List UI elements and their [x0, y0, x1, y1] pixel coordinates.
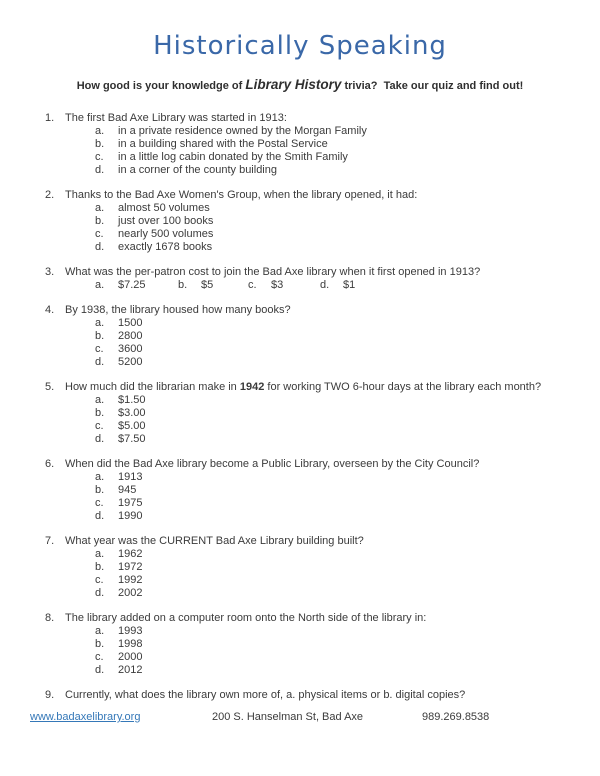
option-text: 5200: [118, 356, 143, 368]
option-letter: c.: [95, 651, 104, 663]
option-8a: [65, 625, 570, 638]
option-letter: b.: [95, 638, 105, 650]
option-letter: d.: [95, 664, 105, 676]
quiz-intro-part1: How good is your knowledge of: [76, 80, 246, 92]
option-letter: a.: [95, 471, 105, 483]
option-1a: [65, 125, 570, 138]
question-5: [30, 381, 570, 446]
question-number: 4.: [45, 304, 55, 316]
question-text: What was the per-patron cost to join the Bad Axe library when it first opened in 1913?: [65, 266, 481, 278]
option-2c: [65, 228, 570, 241]
quiz-intro-emphasis: Library History: [245, 77, 342, 92]
option-text: $7.50: [118, 433, 146, 445]
option-text: $3.00: [118, 407, 146, 419]
option-4d: [65, 356, 570, 369]
option-5d: [65, 433, 570, 446]
question-options: [65, 202, 570, 254]
option-letter: a.: [95, 279, 105, 291]
option-letter: a.: [95, 625, 105, 637]
option-text: 1992: [118, 574, 143, 586]
question-text: The library added on a computer room onto the North side of the library in:: [65, 612, 427, 624]
option-3b: [178, 279, 248, 292]
option-6d: [65, 510, 570, 523]
option-letter: c.: [95, 343, 104, 355]
option-text: 1990: [118, 510, 143, 522]
question-number: 2.: [45, 189, 55, 201]
option-text: 2002: [118, 587, 143, 599]
option-letter: a.: [95, 125, 105, 137]
option-text: 3600: [118, 343, 143, 355]
option-text: 1972: [118, 561, 143, 573]
question-options: [65, 625, 570, 677]
option-letter: d.: [95, 241, 105, 253]
option-letter: b.: [95, 138, 105, 150]
question-2: [30, 189, 570, 254]
option-letter: d.: [95, 164, 105, 176]
option-7a: [65, 548, 570, 561]
option-text: $3: [271, 279, 284, 291]
option-letter: c.: [95, 497, 104, 509]
question-8: [30, 612, 570, 677]
option-text: exactly 1678 books: [118, 241, 213, 253]
question-number: 8.: [45, 612, 55, 624]
option-letter: c.: [95, 228, 104, 240]
option-2a: [65, 202, 570, 215]
option-letter: c.: [95, 420, 104, 432]
option-letter: a.: [95, 394, 105, 406]
footer-phone: 989.269.8538: [422, 711, 490, 723]
option-letter: a.: [95, 548, 105, 560]
question-list: [30, 112, 570, 702]
option-letter: b.: [95, 215, 105, 227]
option-letter: b.: [178, 279, 188, 291]
option-4c: [65, 343, 570, 356]
option-6a: [65, 471, 570, 484]
option-2d: [65, 241, 570, 254]
question-options: [65, 317, 570, 369]
question-4: [30, 304, 570, 369]
option-text: 1500: [118, 317, 143, 329]
option-letter: d.: [320, 279, 330, 291]
question-options: [65, 548, 570, 600]
option-5a: [65, 394, 570, 407]
option-text: just over 100 books: [118, 215, 214, 227]
question-number: 6.: [45, 458, 55, 470]
question-9: [30, 689, 570, 702]
option-letter: b.: [95, 561, 105, 573]
question-text: Currently, what does the library own more of, a. physical items or b. digital copies?: [65, 689, 466, 701]
question-text: By 1938, the library housed how many books?: [65, 304, 291, 316]
option-text: 2000: [118, 651, 143, 663]
option-letter: c.: [95, 574, 104, 586]
option-2b: [65, 215, 570, 228]
option-letter: b.: [95, 407, 105, 419]
option-letter: b.: [95, 330, 105, 342]
option-text: $1.50: [118, 394, 146, 406]
option-1d: [65, 164, 570, 177]
option-3c: [248, 279, 320, 292]
footer-website-col: [30, 710, 212, 724]
question-options: [65, 471, 570, 523]
option-1b: [65, 138, 570, 151]
option-text: in a corner of the county building: [118, 164, 277, 176]
option-6b: [65, 484, 570, 497]
option-8b: [65, 638, 570, 651]
option-text: $5.00: [118, 420, 146, 432]
option-5c: [65, 420, 570, 433]
question-number: 5.: [45, 381, 55, 393]
option-letter: c.: [95, 151, 104, 163]
option-7d: [65, 587, 570, 600]
option-letter: d.: [95, 587, 105, 599]
question-options: [65, 125, 570, 177]
option-text: almost 50 volumes: [118, 202, 210, 214]
option-letter: d.: [95, 356, 105, 368]
option-3d: [320, 279, 355, 292]
option-letter: a.: [95, 317, 105, 329]
question-options: [65, 279, 570, 292]
option-8c: [65, 651, 570, 664]
option-text: $1: [343, 279, 356, 291]
option-text: 1993: [118, 625, 143, 637]
question-1: [30, 112, 570, 177]
question-number: 1.: [45, 112, 55, 124]
option-text: 1913: [118, 471, 143, 483]
quiz-intro-part3: trivia? Take our quiz and find out!: [341, 80, 524, 92]
option-letter: c.: [248, 279, 257, 291]
question-number: 9.: [45, 689, 55, 701]
option-text: in a little log cabin donated by the Smith Family: [118, 151, 348, 163]
option-text: in a building shared with the Postal Service: [118, 138, 328, 150]
question-text: How much did the librarian make in 1942 for working TWO 6-hour days at the library each month?: [65, 381, 542, 393]
footer-address: 200 S. Hanselman St, Bad Axe: [212, 711, 364, 723]
option-text: $5: [201, 279, 214, 291]
question-text: The first Bad Axe Library was started in 1913:: [65, 112, 287, 124]
question-text: Thanks to the Bad Axe Women's Group, when the library opened, it had:: [65, 189, 418, 201]
option-4b: [65, 330, 570, 343]
option-7c: [65, 574, 570, 587]
option-7b: [65, 561, 570, 574]
option-8d: [65, 664, 570, 677]
option-letter: d.: [95, 433, 105, 445]
question-7: [30, 535, 570, 600]
option-3a: [95, 279, 178, 292]
option-6c: [65, 497, 570, 510]
option-text: nearly 500 volumes: [118, 228, 214, 240]
question-number: 7.: [45, 535, 55, 547]
option-4a: [65, 317, 570, 330]
option-text: 1975: [118, 497, 143, 509]
footer: [30, 710, 570, 724]
question-6: [30, 458, 570, 523]
footer-website-link[interactable]: www.badaxelibrary.org: [30, 711, 141, 723]
question-text: What year was the CURRENT Bad Axe Library building built?: [65, 535, 364, 547]
question-text: When did the Bad Axe library become a Public Library, overseen by the City Council?: [65, 458, 480, 470]
option-text: in a private residence owned by the Morgan Family: [118, 125, 367, 137]
option-letter: d.: [95, 510, 105, 522]
option-text: 2800: [118, 330, 143, 342]
question-number: 3.: [45, 266, 55, 278]
question-options: [65, 394, 570, 446]
quiz-intro-line: [30, 77, 570, 94]
option-text: 2012: [118, 664, 143, 676]
page-title: Historically Speaking: [153, 31, 447, 61]
option-text: $7.25: [118, 279, 146, 291]
option-text: 945: [118, 484, 137, 496]
option-text: 1998: [118, 638, 143, 650]
option-text: 1962: [118, 548, 143, 560]
option-5b: [65, 407, 570, 420]
option-letter: b.: [95, 484, 105, 496]
option-1c: [65, 151, 570, 164]
option-letter: a.: [95, 202, 105, 214]
question-3: [30, 266, 570, 292]
